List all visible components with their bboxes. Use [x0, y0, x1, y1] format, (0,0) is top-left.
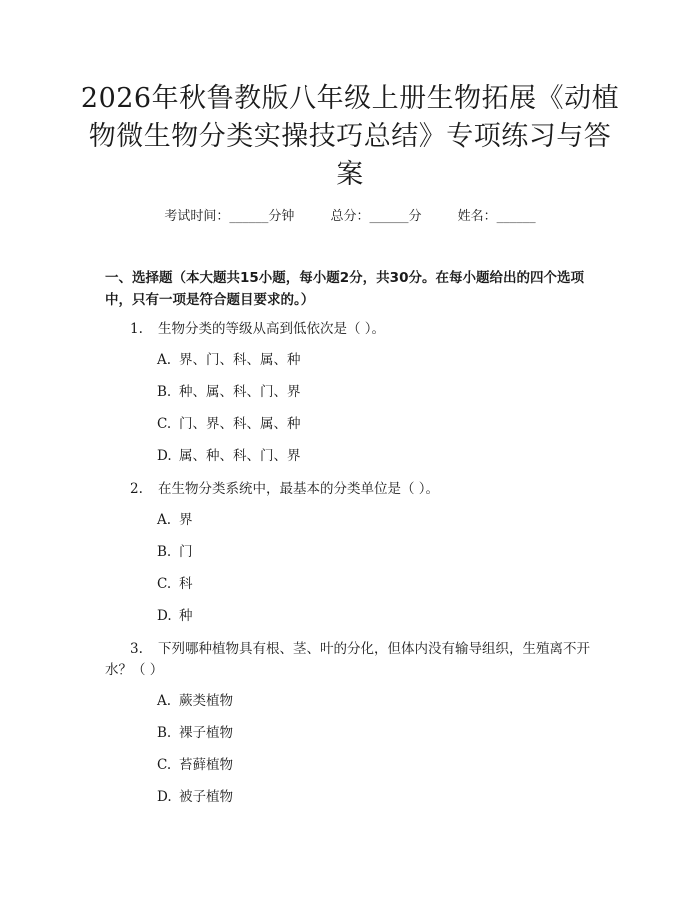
- option-letter: D.: [157, 608, 172, 624]
- option-letter: B.: [157, 725, 172, 741]
- option-letter: C.: [157, 576, 172, 592]
- option-3b: [157, 722, 233, 744]
- option-text: 科: [179, 576, 193, 592]
- question-3: [130, 638, 610, 660]
- option-text: 蕨类植物: [179, 693, 233, 709]
- option-2b: [157, 541, 193, 563]
- option-text: 属、种、科、门、界: [179, 448, 301, 464]
- option-letter: A.: [157, 352, 172, 368]
- question-2: [130, 478, 600, 500]
- question-text: 生物分类的等级从高到低依次是（ ）。: [158, 321, 386, 337]
- option-letter: D.: [157, 789, 172, 805]
- option-text: 被子植物: [179, 789, 233, 805]
- section-heading: 一、选择题（本大题共15小题，每小题2分，共30分。在每小题给出的四个选项中，只有一项是符合题目要求的。）: [105, 270, 584, 308]
- option-1d: [157, 445, 301, 467]
- option-2d: [157, 605, 193, 627]
- student-name-field: 姓名：______: [457, 209, 536, 224]
- option-text: 门: [179, 544, 193, 560]
- option-letter: A.: [157, 512, 172, 528]
- question-number: 1.: [130, 321, 143, 337]
- option-text: 裸子植物: [179, 725, 233, 741]
- option-text: 种、属、科、门、界: [179, 384, 301, 400]
- option-text: 界: [179, 512, 193, 528]
- option-3a: [157, 690, 233, 712]
- option-letter: C.: [157, 757, 172, 773]
- question-text: 在生物分类系统中，最基本的分类单位是（ ）。: [158, 481, 440, 497]
- option-text: 门、界、科、属、种: [179, 416, 301, 432]
- option-letter: A.: [157, 693, 172, 709]
- option-text: 种: [179, 608, 193, 624]
- option-letter: B.: [157, 544, 172, 560]
- option-3c: [157, 754, 233, 776]
- question-number: 3.: [130, 641, 143, 657]
- option-2a: [157, 509, 193, 531]
- option-2c: [157, 573, 193, 595]
- option-1a: [157, 349, 301, 371]
- option-text: 界、门、科、属、种: [179, 352, 301, 368]
- question-3-continuation: 水？（ ）: [105, 662, 164, 678]
- question-number: 2.: [130, 481, 143, 497]
- option-1b: [157, 381, 301, 403]
- exam-info-line: [0, 205, 700, 224]
- option-text: 苔藓植物: [179, 757, 233, 773]
- option-letter: C.: [157, 416, 172, 432]
- question-1: [130, 318, 600, 340]
- question-text: 下列哪种植物具有根、茎、叶的分化，但体内没有输导组织，生殖离不开: [158, 641, 590, 657]
- document-title: 2026年秋鲁教版八年级上册生物拓展《动植物微生物分类实操技巧总结》专项练习与答案: [80, 83, 620, 190]
- exam-time-field: 考试时间：______分钟: [164, 209, 295, 224]
- option-3d: [157, 786, 233, 808]
- option-letter: D.: [157, 448, 172, 464]
- option-letter: B.: [157, 384, 172, 400]
- option-1c: [157, 413, 301, 435]
- total-score-field: 总分：______分: [330, 209, 422, 224]
